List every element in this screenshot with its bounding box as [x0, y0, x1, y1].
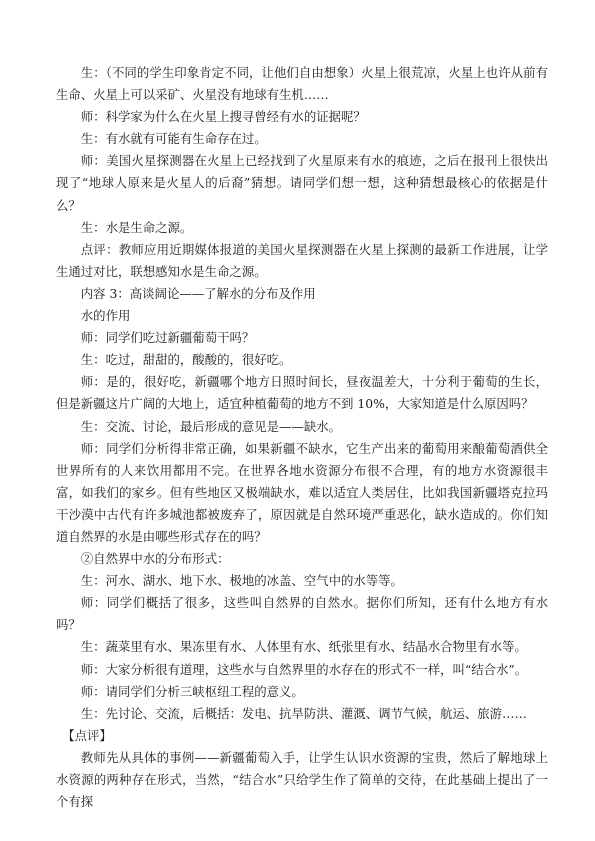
- paragraph-teacher-water-distribution: 师：同学们分析得非常正确，如果新疆不缺水，它生产出来的葡萄用来酿葡萄酒供全世界所有的人来饮用都用不完。在世界各地水资源分布很不合理，有的地方水资源很丰富，如我们的家乡。但有些地区又极端缺水，难以适宜人类居住，比如我国新疆塔克拉玛干沙漠中古代有许多城池都被废弃了，原因就是自然环境严重恶化，缺水造成的。你们知道自然界的水是由哪些形式存在的吗？: [56, 440, 548, 544]
- paragraph-student-water-source-of-life: 生：水是生命之源。: [80, 219, 193, 235]
- comment-heading: 【点评】: [62, 727, 112, 743]
- paragraph-teacher-three-gorges: 师：请同学们分析三峡枢纽工程的意义。: [80, 683, 304, 699]
- document-body: [56, 62, 548, 813]
- paragraph-student-lack-water: 生：交流、讨论，最后形成的意见是——缺水。: [80, 418, 341, 434]
- subheading-role-of-water: 水的作用: [80, 308, 131, 324]
- paragraph-teacher-mars-probe: 师：美国火星探测器在火星上已经找到了火星原来有水的痕迹，之后在报刊上很快出现了“地球人原来是火星人的后裔”猜想。请同学们想一想，这种猜想最核心的依据是什么？: [56, 153, 548, 213]
- paragraph-student-answer-life: 生：有水就有可能有生命存在过。: [80, 131, 267, 147]
- paragraph-teacher-bound-water: 师：大家分析很有道理，这些水与自然界里的水存在的形式不一样，叫“结合水”。: [80, 661, 528, 677]
- section-heading-content-3: 内容 3：高谈阔论——了解水的分布及作用: [80, 285, 316, 301]
- paragraph-teacher-xinjiang: 师：是的，很好吃，新疆哪个地方日照时间长，昼夜温差大，十分利于葡萄的生长，但是新疆这片广阔的大地上，适宜种植葡萄的地方不到 10%，大家知道是什么原因吗？: [56, 374, 548, 412]
- paragraph-student-natural-water: 生：河水、湖水、地下水、极地的冰盖、空气中的水等等。: [80, 573, 403, 589]
- paragraph-comment-1: 点评：教师应用近期媒体报道的美国火星探测器在火星上探测的最新工作进展，让学生通过对比，联想感知水是生命之源。: [56, 241, 548, 279]
- paragraph-student-three-gorges: 生：先讨论、交流，后概括：发电、抗旱防洪、灌溉、调节气候，航运、旅游……: [80, 705, 527, 721]
- paragraph-student-raisins: 生：吃过，甜甜的，酸酸的，很好吃。: [80, 352, 292, 368]
- paragraph-teacher-raisins: 师：同学们吃过新疆葡萄干吗？: [80, 330, 255, 346]
- subheading-water-forms: ②自然界中水的分布形式：: [80, 551, 230, 567]
- paragraph-student-bound-water: 生：蔬菜里有水、果冻里有水、人体里有水、纸张里有水、结晶水合物里有水等。: [80, 639, 527, 655]
- paragraph-student-mars-impression: 生：（不同的学生印象肯定不同，让他们自由想象）火星上很荒凉，火星上也许从前有生命、火星上可以采矿、火星没有地球有生机……: [56, 65, 548, 103]
- paragraph-comment-2: 教师先从具体的事例——新疆葡萄入手，让学生认识水资源的宝贵，然后了解地球上水资源的两种存在形式，当然，“结合水”只给学生作了简单的交待，在此基础上提出了一个有探: [56, 749, 548, 810]
- paragraph-teacher-natural-water: 师：同学们概括了很多，这些叫自然界的自然水。据你们所知，还有什么地方有水吗？: [56, 595, 548, 633]
- paragraph-teacher-question-water-evidence: 师：科学家为什么在火星上搜寻曾经有水的证据呢？: [80, 109, 366, 125]
